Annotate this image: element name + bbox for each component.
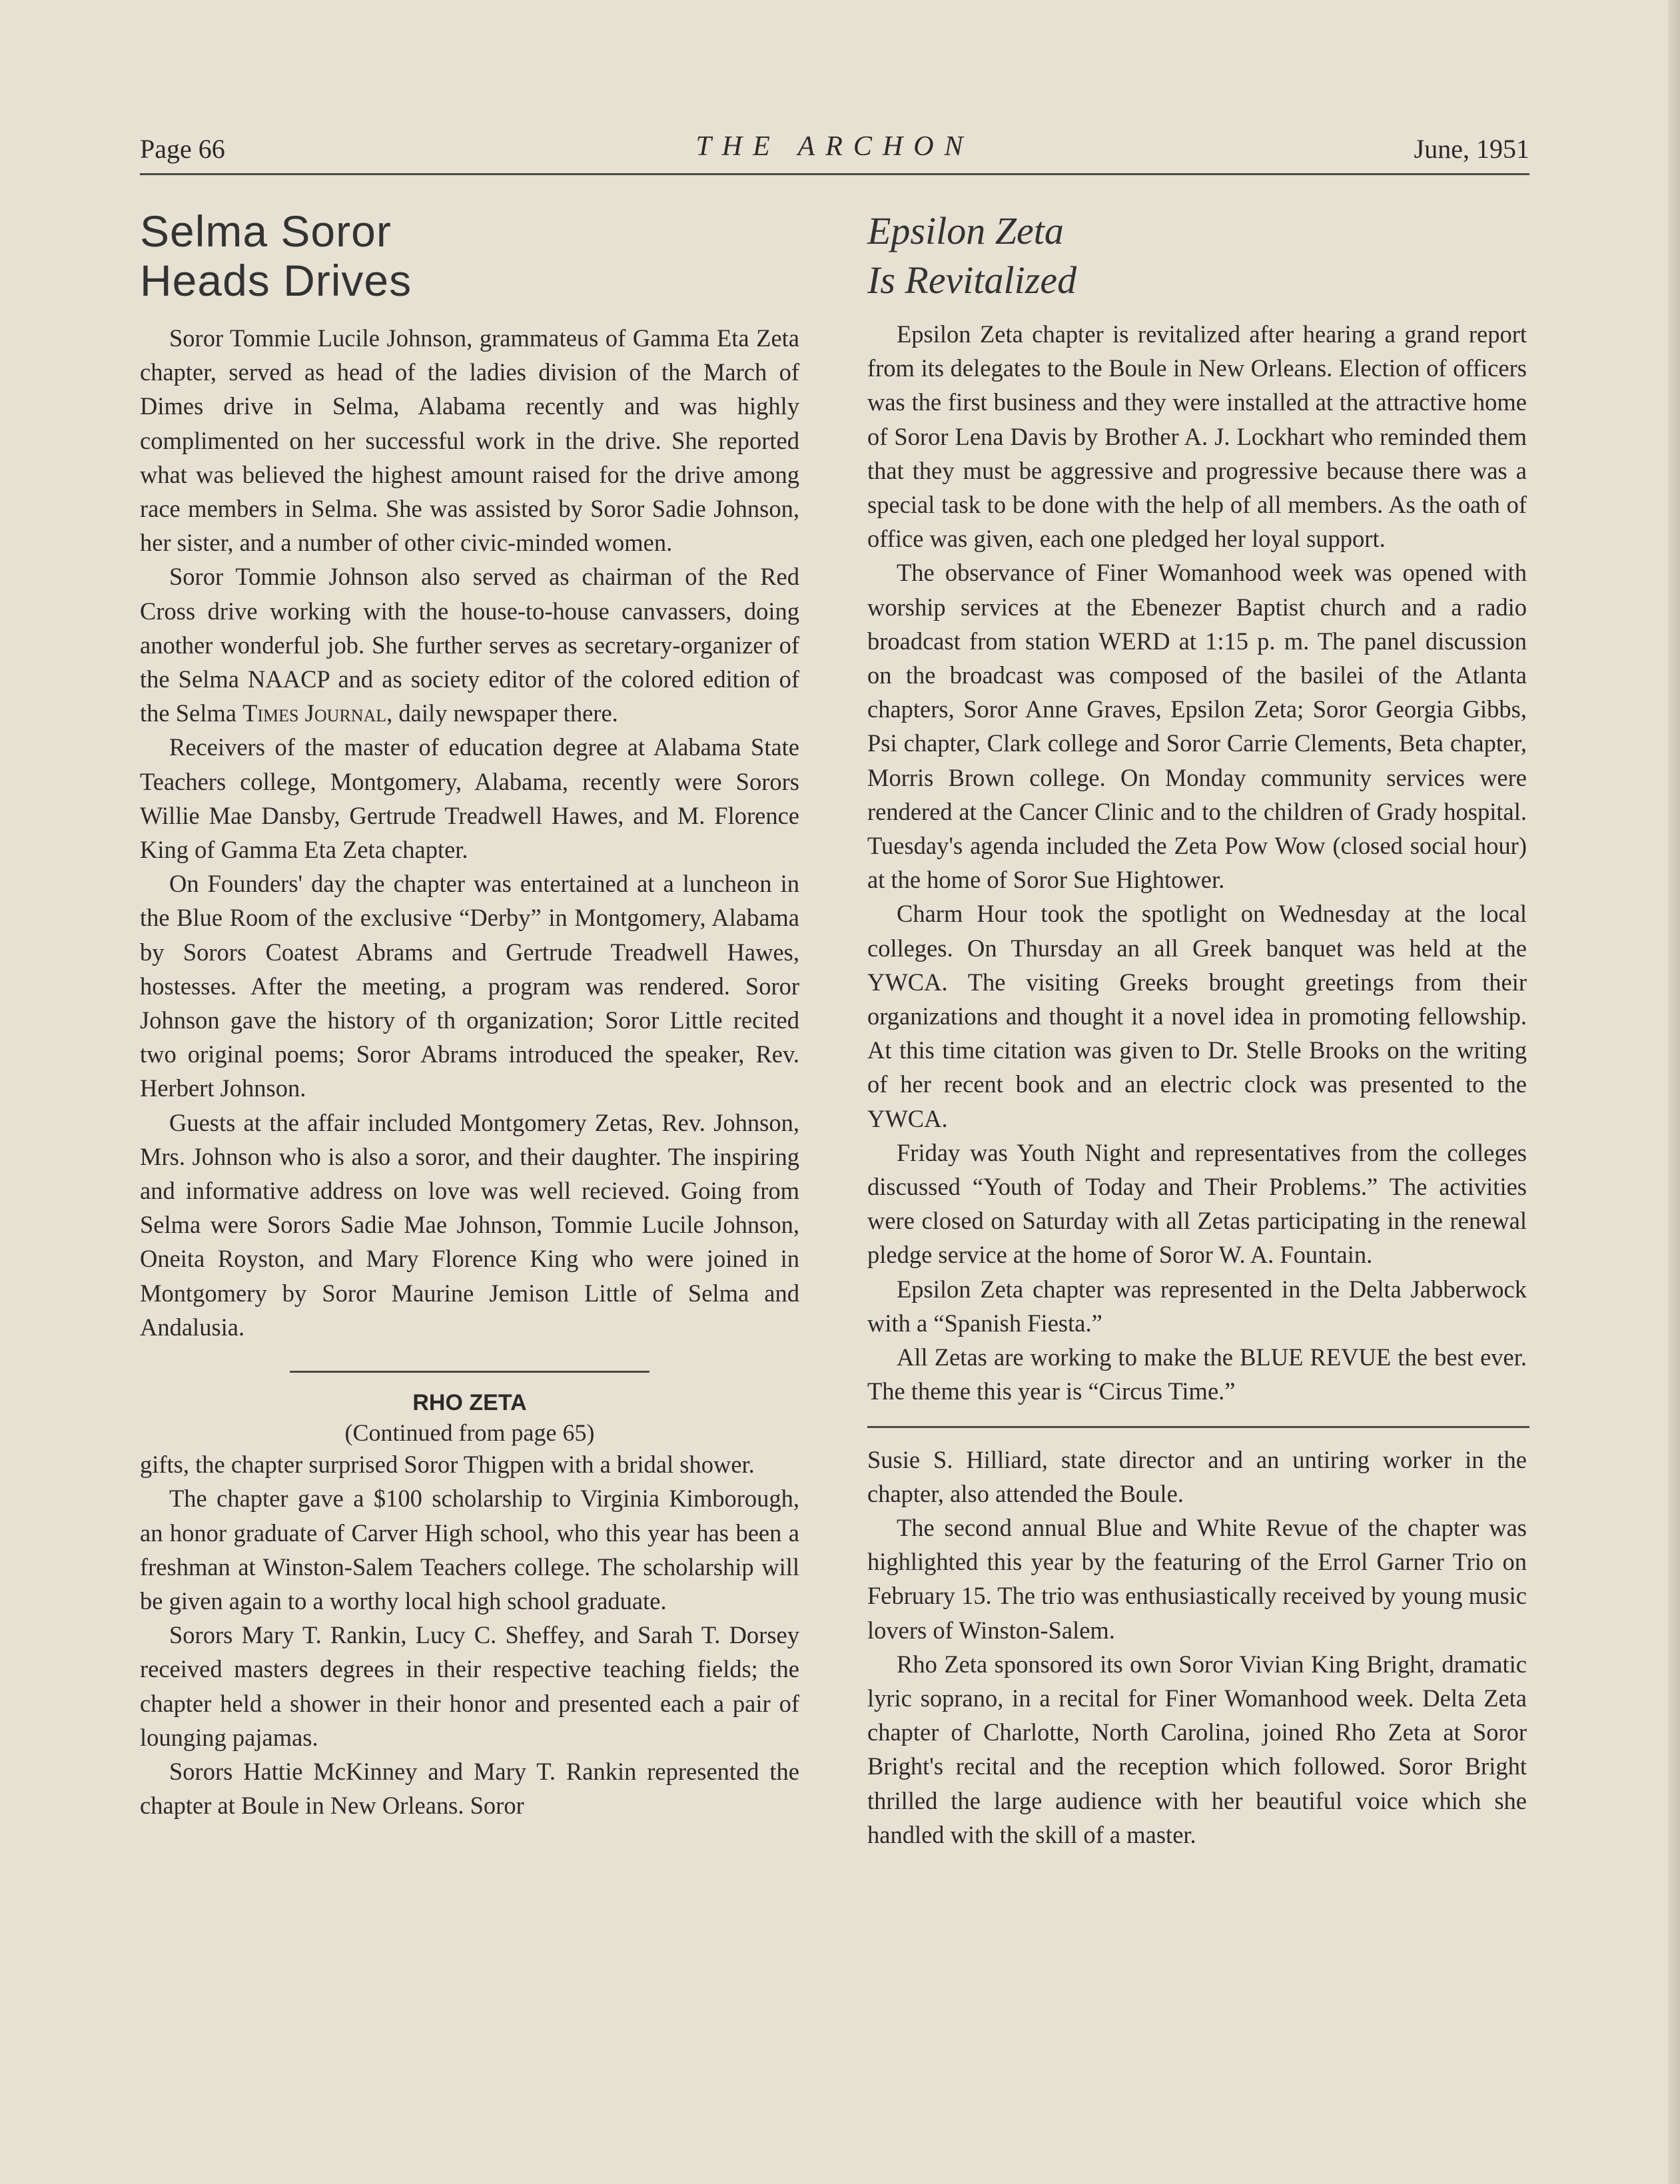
- title-line-1: Selma Soror: [140, 206, 392, 256]
- rho-zeta-heading: RHO ZETA: [412, 1390, 527, 1416]
- selma-article-title: [140, 206, 799, 305]
- rho-zeta-paragraph-2: The chapter gave a $100 scholarship to Virginia Kimborough, an honor graduate of Carver High school, who this year has been a freshman at Winston-Salem Teachers college. The scholarship will be given again to a worthy local high school graduate.: [140, 1485, 799, 1615]
- section-divider: [867, 1426, 1529, 1428]
- selma-paragraph-1: Soror Tommie Lucile Johnson, grammateus of Gamma Eta Zeta chapter, served as head of the ladies division of the March of Dimes drive in Selma, Alabama recently and was highly complimented on her successful work in the drive. She reported what was believed the highest amount raised for the drive among race members in Selma. She was assisted by Soror Sadie Johnson, her sister, and a number of other civic-minded women.: [140, 324, 799, 557]
- journal-title: THE ARCHON: [695, 131, 974, 162]
- title-line-1: Epsilon Zeta: [867, 209, 1064, 252]
- epsilon-paragraph-1: Epsilon Zeta chapter is revitalized after hearing a grand report from its delegates to the Boule in New Orleans. Election of officers was the first business and they were installed at the attractive home of Soror Lena Davis by Brother A. J. Lockhart who reminded them that they must be aggressive and progressive because there was a special task to be done with the help of all members. As the oath of office was given, each one pledged her loyal support.: [867, 320, 1527, 553]
- epsilon-paragraph-4: Friday was Youth Night and representatives from the colleges discussed “Youth of Today and Their Problems.” The activities were closed on Saturday with all Zetas participating in the renewal pledge service at the home of Soror W. A. Fountain.: [867, 1138, 1527, 1269]
- issue-date: June, 1951: [1414, 134, 1529, 164]
- left-column: [140, 206, 799, 1822]
- selma-paragraph-3: Receivers of the master of education degree at Alabama State Teachers college, Montgomery, Alabama, recently were Sorors Willie Mae Dansby, Gertrude Treadwell Hawes, and M. Florence King of Gamma Eta Zeta chapter.: [140, 733, 799, 864]
- selma-paragraph-2: [140, 559, 799, 730]
- rho-zeta-cont-paragraph-2: The second annual Blue and White Revue of the chapter was highlighted this year by the featuring of the Errol Garner Trio on February 15. The trio was enthusiastically received by young music lovers of Winston-Salem.: [867, 1513, 1527, 1644]
- title-line-2: Is Revitalized: [867, 258, 1077, 302]
- selma-paragraph-4: On Founders' day the chapter was entertained at a luncheon in the Blue Room of the exclusive “Derby” in Montgomery, Alabama by Sorors Coatest Abrams and Gertrude Treadwell Hawes, hostesses. After the meeting, a program was rendered. Soror Johnson gave the history of th organization; Soror Little recited two original poems; Soror Abrams introduced the speaker, Rev. Herbert Johnson.: [140, 870, 799, 1102]
- right-column: [867, 206, 1527, 1852]
- newspaper-name: Times Journal: [242, 699, 387, 727]
- page-edge: [1668, 0, 1680, 2184]
- epsilon-paragraph-2: The observance of Finer Womanhood week was opened with worship services at the Ebenezer Baptist church and a radio broadcast from station WERD at 1:15 p. m. The panel discussion on the broadcast was composed of the basilei of the Atlanta chapters, Soror Anne Graves, Epsilon Zeta; Soror Georgia Gibbs, Psi chapter, Clark college and Soror Carrie Clements, Beta chapter, Morris Brown college. On Monday community services were rendered at the Cancer Clinic and to the children of Grady hospital. Tuesday's agenda included the Zeta Pow Wow (closed social hour) at the home of Soror Sue Hightower.: [867, 559, 1527, 894]
- epsilon-article-title: [867, 206, 1527, 305]
- section-divider: [290, 1371, 649, 1373]
- continued-note: (Continued from page 65): [344, 1419, 595, 1447]
- selma-paragraph-5: Guests at the affair included Montgomery Zetas, Rev. Johnson, Mrs. Johnson who is also a soror, and their daughter. The inspiring and informative address on love was well recieved. Going from Selma were Sorors Sadie Mae Johnson, Tommie Lucile Johnson, Oneita Royston, and Mary Florence King who were joined in Montgomery by Soror Maurine Jemison Little of Selma and Andalusia.: [140, 1108, 799, 1341]
- title-line-2: Heads Drives: [140, 256, 412, 305]
- rho-zeta-paragraph-4: Sorors Hattie McKinney and Mary T. Rankin represented the chapter at Boule in New Orleans. Soror: [140, 1757, 799, 1820]
- epsilon-paragraph-6: All Zetas are working to make the BLUE REVUE the best ever. The theme this year is “Circus Time.”: [867, 1343, 1527, 1405]
- rho-zeta-paragraph-3: Sorors Mary T. Rankin, Lucy C. Sheffey, and Sarah T. Dorsey received masters degrees in their respective teaching fields; the chapter held a shower in their honor and presented each a pair of lounging pajamas.: [140, 1621, 799, 1751]
- selma-paragraph-2-text: Soror Tommie Johnson also served as chairman of the Red Cross drive working with the house-to-house canvassers, doing another wonderful job. She further serves as secretary-organizer of the Selma NAACP and as society editor of the colored edition of the Selma: [140, 563, 799, 727]
- rho-zeta-paragraph-1: gifts, the chapter surprised Soror Thigpen with a bridal shower.: [140, 1451, 755, 1479]
- page-number: Page 66: [140, 134, 225, 164]
- selma-paragraph-2-end: , daily newspaper there.: [386, 699, 618, 727]
- rho-zeta-cont-paragraph-1: Susie S. Hilliard, state director and an untiring worker in the chapter, also attended the Boule.: [867, 1445, 1527, 1507]
- rho-zeta-cont-paragraph-3: Rho Zeta sponsored its own Soror Vivian King Bright, dramatic lyric soprano, in a recital for Finer Womanhood week. Delta Zeta chapter of Charlotte, North Carolina, joined Rho Zeta at Soror Bright's recital and the reception which followed. Soror Bright thrilled the large audience with her beautiful voice which she handled with the skill of a master.: [867, 1650, 1527, 1848]
- epsilon-paragraph-3: Charm Hour took the spotlight on Wednesday at the local colleges. On Thursday an all Greek banquet was held at the YWCA. The visiting Greeks brought greetings from their organizations and thought it a novel idea in promoting fellowship. At this time citation was given to Dr. Stelle Brooks on the writing of her recent book and an electric clock was presented to the YWCA.: [867, 900, 1527, 1132]
- epsilon-paragraph-5: Epsilon Zeta chapter was represented in the Delta Jabberwock with a “Spanish Fiesta.”: [867, 1275, 1527, 1337]
- running-head: [140, 131, 1529, 175]
